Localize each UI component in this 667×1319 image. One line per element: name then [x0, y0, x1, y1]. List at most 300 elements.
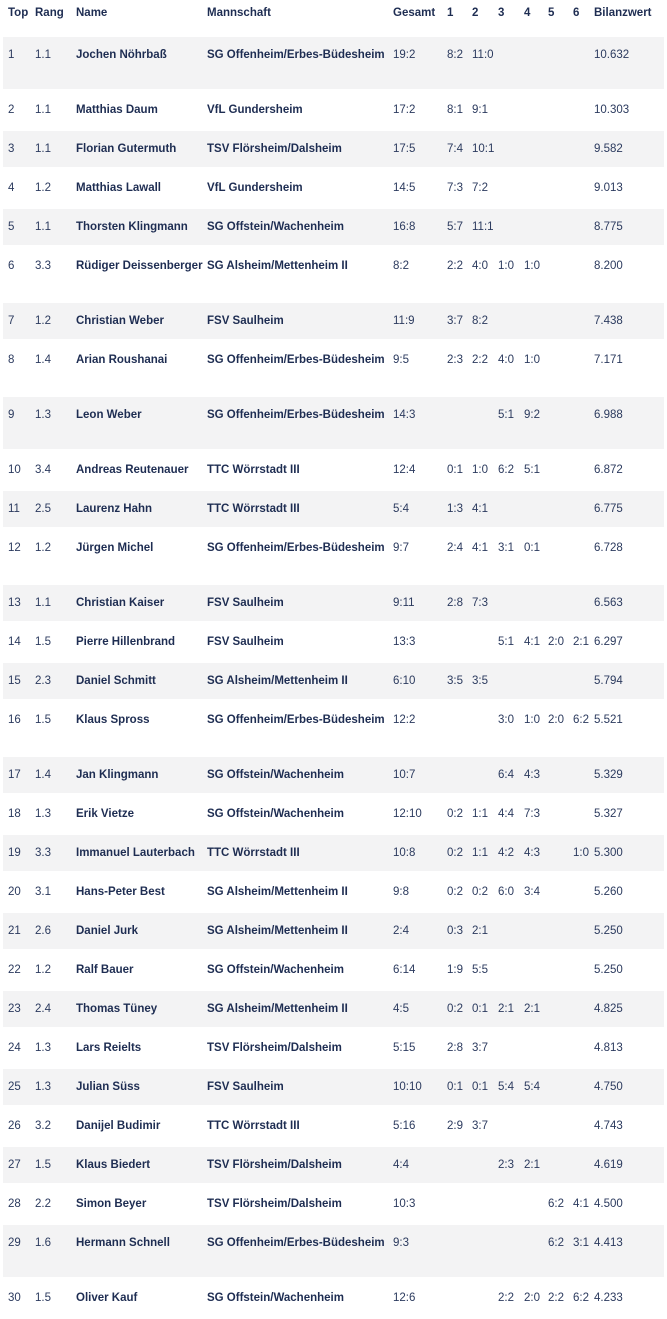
set-2-score: 4:0 [472, 260, 488, 272]
table-row [3, 1224, 664, 1279]
table-row [3, 1279, 664, 1318]
set-4-score: 4:3 [524, 847, 540, 859]
set-6-score [573, 795, 594, 834]
total-score: 13:3 [393, 636, 416, 648]
set-2-score: 2:2 [472, 354, 488, 366]
set-1-score: 3:7 [447, 315, 463, 327]
player-name[interactable]: Arian Roushanai [76, 354, 168, 366]
rang-cell: 1.5 [35, 714, 51, 726]
bilanzwert-cell: 8.775 [594, 221, 623, 233]
set-4-score: 2:1 [524, 1003, 540, 1015]
set-2-score: 3:7 [472, 1120, 488, 1132]
team-name[interactable]: SG Offstein/Wachenheim [207, 221, 344, 233]
set-1-score [447, 1146, 472, 1185]
bilanzwert-cell: 4.500 [594, 1198, 623, 1210]
set-5-score: 6:2 [548, 1198, 564, 1210]
set-5-score [548, 1107, 573, 1146]
player-name[interactable]: Rüdiger Deissenberger [76, 260, 203, 272]
header-set-2[interactable]: 2 [472, 7, 479, 19]
rang-cell: 3.3 [35, 847, 51, 859]
set-2-score [472, 756, 498, 795]
player-name[interactable]: Daniel Schmitt [76, 675, 156, 687]
header-set-1[interactable]: 1 [447, 7, 454, 19]
bilanzwert-cell: 5.250 [594, 964, 623, 976]
table-row [3, 1146, 664, 1185]
player-name[interactable]: Klaus Biedert [76, 1159, 151, 1171]
set-6-score [573, 208, 594, 247]
rank-cell: 26 [8, 1120, 21, 1132]
rang-cell: 3.4 [35, 464, 51, 476]
rank-cell: 27 [8, 1159, 21, 1171]
header-team[interactable]: Mannschaft [207, 7, 271, 19]
rang-cell: 1.1 [35, 104, 51, 116]
bilanzwert-cell: 10.303 [594, 104, 630, 116]
set-3-score [498, 37, 524, 91]
player-name[interactable]: Laurenz Hahn [76, 503, 153, 515]
rang-cell: 1.2 [35, 542, 51, 554]
team-name[interactable]: SG Offenheim/Erbes-Büdesheim [207, 1237, 385, 1249]
set-2-score: 3:7 [472, 1042, 488, 1054]
total-score: 17:5 [393, 143, 416, 155]
bilanzwert-cell: 5.260 [594, 886, 623, 898]
table-header-row [3, 0, 664, 37]
total-score: 17:2 [393, 104, 416, 116]
set-1-score: 2:8 [447, 1042, 463, 1054]
player-name[interactable]: Jochen Nöhrbaß [76, 49, 167, 61]
set-3-score: 4:0 [498, 354, 514, 366]
bilanzwert-cell: 6.563 [594, 597, 623, 609]
team-name[interactable]: SG Alsheim/Mettenheim II [207, 675, 348, 687]
team-name[interactable]: FSV Saulheim [207, 636, 284, 648]
set-3-score [498, 912, 524, 951]
set-4-score: 2:1 [524, 1159, 540, 1171]
player-name[interactable]: Daniel Jurk [76, 925, 138, 937]
set-2-score: 9:1 [472, 104, 488, 116]
rang-cell: 3.1 [35, 886, 51, 898]
set-4-score: 1:0 [524, 354, 540, 366]
rang-cell: 1.1 [35, 221, 51, 233]
set-3-score: 6:2 [498, 464, 514, 476]
set-3-score: 2:1 [498, 1003, 514, 1015]
total-score: 9:11 [393, 597, 415, 609]
rank-cell: 2 [8, 104, 15, 116]
team-name[interactable]: TTC Wörrstadt III [207, 464, 300, 476]
rang-cell: 3.3 [35, 260, 51, 272]
set-4-score: 3:4 [524, 886, 540, 898]
rang-cell: 1.5 [35, 1159, 51, 1171]
rank-cell: 17 [8, 769, 21, 781]
set-2-score: 4:1 [472, 542, 488, 554]
set-1-score: 8:2 [447, 49, 463, 61]
set-4-score [524, 912, 548, 951]
total-score: 5:16 [393, 1120, 416, 1132]
rank-cell: 1 [8, 49, 15, 61]
bilanzwert-cell: 4.413 [594, 1237, 623, 1249]
total-score: 5:15 [393, 1042, 416, 1054]
table-row [3, 701, 664, 756]
total-score: 12:2 [393, 714, 416, 726]
set-1-score [447, 756, 472, 795]
team-name[interactable]: TTC Wörrstadt III [207, 847, 300, 859]
set-5-score [548, 584, 573, 623]
team-name[interactable]: SG Offstein/Wachenheim [207, 964, 344, 976]
rank-cell: 9 [8, 409, 15, 421]
set-3-score: 2:3 [498, 1159, 514, 1171]
set-5-score [548, 451, 573, 490]
table-row [3, 623, 664, 662]
table-row [3, 208, 664, 247]
set-3-score [498, 1029, 524, 1068]
rang-cell: 1.5 [35, 636, 51, 648]
player-name[interactable]: Christian Kaiser [76, 597, 165, 609]
set-4-score: 9:2 [524, 409, 540, 421]
set-6-score: 4:1 [573, 1198, 589, 1210]
set-5-score [548, 91, 573, 130]
rank-cell: 24 [8, 1042, 21, 1054]
set-3-score: 5:4 [498, 1081, 514, 1093]
set-4-score [524, 91, 548, 130]
set-6-score [573, 951, 594, 990]
set-4-score [524, 130, 548, 169]
bilanzwert-cell: 7.438 [594, 315, 623, 327]
set-5-score [548, 341, 573, 396]
bilanzwert-cell: 5.300 [594, 847, 623, 859]
set-5-score [548, 912, 573, 951]
table-row [3, 490, 664, 529]
player-name[interactable]: Immanuel Lauterbach [76, 847, 195, 859]
set-1-score: 0:1 [447, 1081, 463, 1093]
total-score: 10:8 [393, 847, 416, 859]
player-name[interactable]: Lars Reielts [76, 1042, 142, 1054]
table-row [3, 873, 664, 912]
set-4-score [524, 1107, 548, 1146]
header-top[interactable]: Top [8, 7, 29, 19]
team-name[interactable]: TTC Wörrstadt III [207, 1120, 300, 1132]
set-4-score [524, 302, 548, 341]
bilanzwert-cell: 10.632 [594, 49, 630, 61]
table-row [3, 951, 664, 990]
rang-cell: 1.4 [35, 354, 51, 366]
header-set-6[interactable]: 6 [573, 7, 580, 19]
set-1-score: 0:2 [447, 1003, 463, 1015]
total-score: 2:4 [393, 925, 409, 937]
set-3-score [498, 951, 524, 990]
set-1-score [447, 1279, 472, 1318]
set-4-score: 2:0 [524, 1292, 540, 1304]
total-score: 4:4 [393, 1159, 409, 1171]
set-1-score: 0:2 [447, 847, 463, 859]
player-name[interactable]: Thorsten Klingmann [76, 221, 188, 233]
set-2-score: 8:2 [472, 315, 488, 327]
table-row [3, 584, 664, 623]
set-5-score [548, 756, 573, 795]
rang-cell: 2.6 [35, 925, 51, 937]
player-name[interactable]: Matthias Lawall [76, 182, 161, 194]
table-row [3, 1107, 664, 1146]
set-1-score: 7:3 [447, 182, 463, 194]
set-1-score [447, 701, 472, 756]
header-rang[interactable]: Rang [35, 7, 64, 19]
bilanzwert-cell: 6.872 [594, 464, 623, 476]
set-3-score [498, 1224, 524, 1279]
bilanzwert-cell: 4.813 [594, 1042, 623, 1054]
table-row [3, 1068, 664, 1107]
team-name[interactable]: SG Alsheim/Mettenheim II [207, 1003, 348, 1015]
team-name[interactable]: SG Offenheim/Erbes-Büdesheim [207, 49, 385, 61]
set-2-score [472, 1146, 498, 1185]
table-row [3, 1029, 664, 1068]
team-name[interactable]: VfL Gundersheim [207, 182, 303, 194]
team-name[interactable]: SG Offstein/Wachenheim [207, 769, 344, 781]
total-score: 10:10 [393, 1081, 422, 1093]
set-5-score [548, 834, 573, 873]
total-score: 14:5 [393, 182, 416, 194]
table-row [3, 396, 664, 451]
set-5-score: 2:0 [548, 636, 564, 648]
set-3-score: 4:4 [498, 808, 514, 820]
set-1-score [447, 623, 472, 662]
set-6-score [573, 529, 594, 584]
total-score: 4:5 [393, 1003, 409, 1015]
total-score: 9:3 [393, 1237, 409, 1249]
player-name[interactable]: Christian Weber [76, 315, 164, 327]
rang-cell: 1.2 [35, 315, 51, 327]
rank-cell: 5 [8, 221, 15, 233]
bilanzwert-cell: 6.297 [594, 636, 623, 648]
set-1-score: 2:3 [447, 354, 463, 366]
team-name[interactable]: TTC Wörrstadt III [207, 503, 300, 515]
set-5-score [548, 130, 573, 169]
team-name[interactable]: FSV Saulheim [207, 1081, 284, 1093]
set-6-score [573, 451, 594, 490]
team-name[interactable]: FSV Saulheim [207, 315, 284, 327]
total-score: 11:9 [393, 315, 415, 327]
set-2-score: 7:3 [472, 597, 488, 609]
total-score: 9:5 [393, 354, 409, 366]
player-name[interactable]: Hans-Peter Best [76, 886, 165, 898]
set-3-score: 6:4 [498, 769, 514, 781]
bilanzwert-cell: 6.728 [594, 542, 623, 554]
total-score: 8:2 [393, 260, 409, 272]
set-1-score: 2:4 [447, 542, 463, 554]
team-name[interactable]: SG Offenheim/Erbes-Büdesheim [207, 714, 385, 726]
set-6-score: 1:0 [573, 847, 589, 859]
player-name[interactable]: Florian Gutermuth [76, 143, 177, 155]
team-name[interactable]: SG Alsheim/Mettenheim II [207, 260, 348, 272]
set-5-score [548, 795, 573, 834]
bilanzwert-cell: 5.250 [594, 925, 623, 937]
rank-cell: 15 [8, 675, 21, 687]
table-row [3, 834, 664, 873]
bilanzwert-cell: 7.171 [594, 354, 623, 366]
set-6-score [573, 130, 594, 169]
total-score: 9:8 [393, 886, 409, 898]
rank-cell: 7 [8, 315, 15, 327]
set-3-score [498, 490, 524, 529]
set-3-score [498, 169, 524, 208]
table-row [3, 795, 664, 834]
rank-cell: 30 [8, 1292, 21, 1304]
set-2-score [472, 1224, 498, 1279]
set-2-score: 0:2 [472, 886, 488, 898]
player-name[interactable]: Julian Süss [76, 1081, 140, 1093]
set-6-score [573, 1068, 594, 1107]
team-name[interactable]: SG Offenheim/Erbes-Büdesheim [207, 542, 385, 554]
player-name[interactable]: Jürgen Michel [76, 542, 154, 554]
rank-cell: 29 [8, 1237, 21, 1249]
set-3-score: 6:0 [498, 886, 514, 898]
player-name[interactable]: Leon Weber [76, 409, 142, 421]
set-2-score: 3:5 [472, 675, 488, 687]
player-name[interactable]: Jan Klingmann [76, 769, 159, 781]
set-3-score: 2:2 [498, 1292, 514, 1304]
header-gesamt[interactable]: Gesamt [393, 7, 436, 19]
player-name[interactable]: Klaus Spross [76, 714, 150, 726]
set-5-score: 2:0 [548, 714, 564, 726]
set-5-score [548, 951, 573, 990]
rang-cell: 1.2 [35, 182, 51, 194]
header-set-5[interactable]: 5 [548, 7, 555, 19]
set-2-score: 5:5 [472, 964, 488, 976]
set-5-score [548, 247, 573, 302]
set-4-score: 7:3 [524, 808, 540, 820]
rank-cell: 21 [8, 925, 21, 937]
rank-cell: 20 [8, 886, 21, 898]
team-name[interactable]: SG Offstein/Wachenheim [207, 808, 344, 820]
rank-cell: 13 [8, 597, 21, 609]
header-name[interactable]: Name [76, 7, 108, 19]
player-name[interactable]: Simon Beyer [76, 1198, 147, 1210]
set-1-score: 1:9 [447, 964, 463, 976]
set-6-score [573, 756, 594, 795]
set-6-score [573, 302, 594, 341]
set-6-score: 3:1 [573, 1237, 589, 1249]
total-score: 16:8 [393, 221, 416, 233]
team-name[interactable]: SG Offenheim/Erbes-Büdesheim [207, 354, 385, 366]
set-2-score: 1:0 [472, 464, 488, 476]
player-name[interactable]: Oliver Kauf [76, 1292, 138, 1304]
total-score: 5:4 [393, 503, 409, 515]
set-4-score [524, 1029, 548, 1068]
set-1-score: 1:3 [447, 503, 463, 515]
set-4-score [524, 1224, 548, 1279]
set-1-score: 5:7 [447, 221, 463, 233]
header-bilanzwert[interactable]: Bilanzwert [594, 7, 652, 19]
team-name[interactable]: SG Offenheim/Erbes-Büdesheim [207, 409, 385, 421]
player-name[interactable]: Erik Vietze [76, 808, 134, 820]
set-1-score [447, 1224, 472, 1279]
set-1-score: 0:2 [447, 886, 463, 898]
player-name[interactable]: Danijel Budimir [76, 1120, 161, 1132]
team-name[interactable]: SG Offstein/Wachenheim [207, 1292, 344, 1304]
set-5-score: 2:2 [548, 1292, 564, 1304]
rang-cell: 1.4 [35, 769, 51, 781]
set-1-score: 3:5 [447, 675, 463, 687]
set-4-score [524, 169, 548, 208]
set-6-score [573, 91, 594, 130]
rank-cell: 28 [8, 1198, 21, 1210]
team-name[interactable]: TSV Flörsheim/Dalsheim [207, 1042, 342, 1054]
set-6-score [573, 247, 594, 302]
total-score: 14:3 [393, 409, 416, 421]
team-name[interactable]: SG Alsheim/Mettenheim II [207, 886, 348, 898]
set-2-score: 7:2 [472, 182, 488, 194]
set-4-score: 1:0 [524, 714, 540, 726]
team-name[interactable]: SG Alsheim/Mettenheim II [207, 925, 348, 937]
total-score: 12:10 [393, 808, 422, 820]
set-1-score: 2:2 [447, 260, 463, 272]
total-score: 6:14 [393, 964, 416, 976]
bilanzwert-cell: 4.743 [594, 1120, 623, 1132]
player-name[interactable]: Pierre Hillenbrand [76, 636, 176, 648]
total-score: 6:10 [393, 675, 416, 687]
player-name[interactable]: Andreas Reutenauer [76, 464, 189, 476]
rang-cell: 1.1 [35, 143, 51, 155]
player-name[interactable]: Ralf Bauer [76, 964, 134, 976]
set-6-score [573, 584, 594, 623]
bilanzwert-cell: 4.750 [594, 1081, 623, 1093]
set-4-score [524, 584, 548, 623]
rang-cell: 2.4 [35, 1003, 51, 1015]
set-5-score [548, 873, 573, 912]
header-set-4[interactable]: 4 [524, 7, 531, 19]
player-name[interactable]: Thomas Tüney [76, 1003, 158, 1015]
set-1-score: 2:9 [447, 1120, 463, 1132]
table-row [3, 37, 664, 91]
team-name[interactable]: TSV Flörsheim/Dalsheim [207, 1198, 342, 1210]
set-2-score [472, 701, 498, 756]
set-2-score [472, 396, 498, 451]
bilanzwert-cell: 4.619 [594, 1159, 623, 1171]
player-name[interactable]: Matthias Daum [76, 104, 158, 116]
team-name[interactable]: TSV Flörsheim/Dalsheim [207, 143, 342, 155]
rang-cell: 1.3 [35, 409, 51, 421]
set-1-score: 0:2 [447, 808, 463, 820]
table-row [3, 529, 664, 584]
rank-cell: 16 [8, 714, 21, 726]
set-3-score: 5:1 [498, 409, 514, 421]
rank-cell: 3 [8, 143, 15, 155]
set-6-score [573, 341, 594, 396]
set-6-score: 6:2 [573, 1292, 589, 1304]
set-1-score [447, 396, 472, 451]
team-name[interactable]: FSV Saulheim [207, 597, 284, 609]
bilanzwert-cell: 5.329 [594, 769, 623, 781]
table-row [3, 912, 664, 951]
team-name[interactable]: TSV Flörsheim/Dalsheim [207, 1159, 342, 1171]
rang-cell: 2.5 [35, 503, 51, 515]
table-row [3, 91, 664, 130]
set-6-score: 6:2 [573, 714, 589, 726]
set-3-score [498, 1107, 524, 1146]
team-name[interactable]: VfL Gundersheim [207, 104, 303, 116]
player-name[interactable]: Hermann Schnell [76, 1237, 170, 1249]
table-row [3, 756, 664, 795]
set-4-score [524, 951, 548, 990]
set-6-score [573, 662, 594, 701]
bilanzwert-cell: 6.775 [594, 503, 623, 515]
rang-cell: 1.5 [35, 1292, 51, 1304]
bilanzwert-cell: 8.200 [594, 260, 623, 272]
set-3-score: 3:0 [498, 714, 514, 726]
set-5-score [548, 1146, 573, 1185]
table-row [3, 302, 664, 341]
set-5-score [548, 529, 573, 584]
total-score: 10:3 [393, 1198, 416, 1210]
rank-cell: 22 [8, 964, 21, 976]
set-6-score [573, 396, 594, 451]
header-set-3[interactable]: 3 [498, 7, 505, 19]
